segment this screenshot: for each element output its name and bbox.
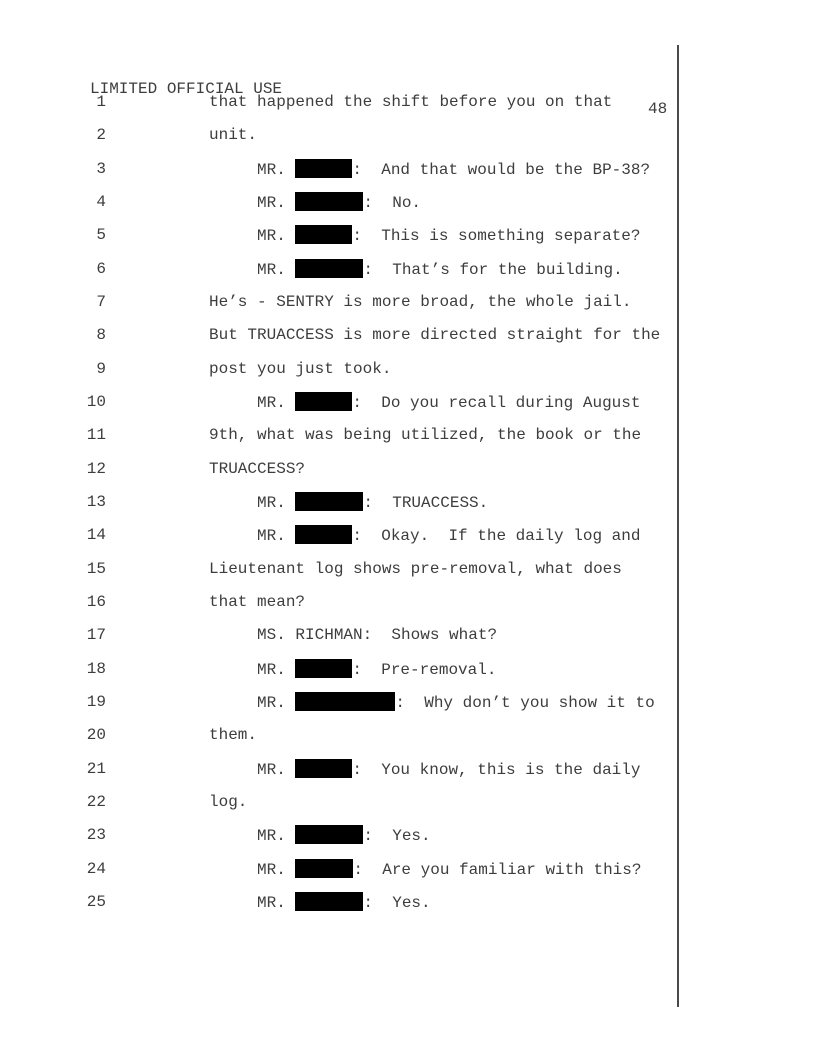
transcript-text: : You know, this is the daily xyxy=(352,760,641,779)
transcript-line xyxy=(0,125,816,145)
line-number: 22 xyxy=(86,793,106,811)
transcript-text: : Are you familiar with this? xyxy=(353,860,642,879)
transcript-line xyxy=(0,425,816,445)
line-text xyxy=(209,559,622,579)
transcript-text: MR. xyxy=(209,394,296,412)
transcript-line xyxy=(0,325,816,345)
line-number: 6 xyxy=(96,259,106,278)
redaction-box xyxy=(295,259,363,278)
line-number: 9 xyxy=(96,359,106,378)
line-number: 25 xyxy=(86,893,106,911)
transcript-text: : No. xyxy=(363,194,422,212)
line-text xyxy=(209,459,305,479)
line-number: 1 xyxy=(96,93,106,111)
right-margin-rule xyxy=(677,45,679,1007)
transcript-line xyxy=(0,459,816,479)
line-number: 23 xyxy=(86,826,106,845)
redaction-box xyxy=(295,692,395,711)
transcript-text: : Yes. xyxy=(363,894,431,912)
transcript-text: MR. xyxy=(209,260,296,279)
line-text xyxy=(209,859,641,880)
line-number: 11 xyxy=(86,426,106,445)
line-number: 17 xyxy=(86,626,106,645)
line-text xyxy=(209,725,257,745)
transcript-line xyxy=(0,792,816,812)
line-number: 8 xyxy=(96,326,106,345)
line-number: 2 xyxy=(96,126,106,145)
transcript-line xyxy=(0,559,816,579)
redaction-box xyxy=(295,759,352,778)
transcript-line xyxy=(0,692,816,712)
line-number: 13 xyxy=(86,493,106,511)
line-text xyxy=(209,259,623,280)
line-text xyxy=(209,92,612,112)
transcript-text: MR. xyxy=(209,494,296,512)
page-number: 48 xyxy=(648,100,668,118)
transcript-line xyxy=(0,292,816,312)
line-number: 4 xyxy=(96,193,106,211)
line-number: 12 xyxy=(86,459,106,478)
transcript-text: MR. xyxy=(209,194,296,212)
transcript-text: TRUACCESS? xyxy=(209,459,306,478)
line-text xyxy=(209,325,660,345)
redaction-box xyxy=(295,659,352,678)
redaction-box xyxy=(295,892,363,911)
transcript-text: : This is something separate? xyxy=(352,227,641,246)
transcript-text: 9th, what was being utilized, the book or the xyxy=(209,426,642,445)
line-number: 14 xyxy=(86,526,106,545)
line-number: 20 xyxy=(86,726,106,745)
transcript-text: MR. xyxy=(209,827,296,846)
redaction-box xyxy=(295,392,352,411)
transcript-text: : Yes. xyxy=(363,827,431,846)
transcript-text: that happened the shift before you on that xyxy=(209,93,613,111)
transcript-line xyxy=(0,392,816,412)
line-number: 10 xyxy=(86,393,106,411)
transcript-text: : TRUACCESS. xyxy=(363,494,489,512)
transcript-line xyxy=(0,259,816,279)
line-text xyxy=(209,525,640,546)
line-text xyxy=(209,225,640,246)
transcript-text: that mean? xyxy=(209,593,306,611)
transcript-text: log. xyxy=(209,793,248,811)
line-text xyxy=(209,425,641,445)
line-text xyxy=(209,159,650,180)
transcript-line xyxy=(0,492,816,512)
line-number: 24 xyxy=(86,859,106,878)
line-text xyxy=(209,125,257,145)
transcript-line xyxy=(0,892,816,912)
transcript-text: MR. xyxy=(209,660,296,679)
line-number: 15 xyxy=(86,559,106,578)
line-number: 18 xyxy=(86,659,106,678)
transcript-line xyxy=(0,759,816,779)
line-text xyxy=(209,192,421,213)
transcript-text: post you just took. xyxy=(209,359,392,378)
line-text xyxy=(209,592,305,612)
transcript-text: them. xyxy=(209,726,258,745)
redaction-box xyxy=(295,525,352,544)
transcript-text: Lieutenant log shows pre-removal, what does xyxy=(209,559,622,578)
transcript-text: MR. xyxy=(209,160,296,179)
transcript-text: unit. xyxy=(209,126,258,145)
transcript-text: MR. xyxy=(209,860,296,879)
transcript-line xyxy=(0,159,816,179)
line-text xyxy=(209,759,640,780)
line-text xyxy=(209,392,640,413)
line-text xyxy=(209,825,431,846)
redaction-box xyxy=(295,159,352,178)
redaction-box xyxy=(295,492,363,511)
transcript-text: : Okay. If the daily log and xyxy=(352,527,641,546)
transcript-line xyxy=(0,859,816,879)
line-text xyxy=(209,659,496,680)
transcript-text: : Why don’t you show it to xyxy=(395,694,655,712)
line-number: 19 xyxy=(86,693,106,711)
transcript-text: : Pre-removal. xyxy=(352,660,497,679)
transcript-line xyxy=(0,725,816,745)
line-text xyxy=(209,359,391,379)
transcript-line xyxy=(0,625,816,645)
line-text xyxy=(209,892,431,913)
transcript-text: MR. xyxy=(209,894,296,912)
line-number: 16 xyxy=(86,593,106,611)
transcript-line xyxy=(0,192,816,212)
transcript-text: : Do you recall during August xyxy=(352,394,641,412)
transcript-line xyxy=(0,825,816,845)
transcript-line xyxy=(0,525,816,545)
transcript-text: : That’s for the building. xyxy=(363,260,623,279)
line-text xyxy=(209,292,631,312)
transcript-text: He’s - SENTRY is more broad, the whole jail. xyxy=(209,293,632,311)
redaction-box xyxy=(295,825,363,844)
redaction-box xyxy=(295,192,363,211)
transcript-text: : And that would be the BP-38? xyxy=(352,160,651,179)
line-number: 21 xyxy=(86,759,106,778)
transcript-line xyxy=(0,225,816,245)
line-text xyxy=(209,692,655,713)
line-number: 5 xyxy=(96,226,106,245)
redaction-box xyxy=(295,859,353,878)
transcript-text: MS. RICHMAN: Shows what? xyxy=(209,626,498,645)
line-text xyxy=(209,792,247,812)
transcript-text: MR. xyxy=(209,527,296,546)
line-number: 7 xyxy=(96,293,106,311)
line-text xyxy=(209,625,497,645)
line-number: 3 xyxy=(96,159,106,178)
redaction-box xyxy=(295,225,352,244)
transcript-line xyxy=(0,359,816,379)
transcript-text: MR. xyxy=(209,760,296,779)
line-text xyxy=(209,492,488,513)
transcript-line xyxy=(0,659,816,679)
transcript-text: MR. xyxy=(209,227,296,246)
transcript-text: MR. xyxy=(209,694,296,712)
transcript-line xyxy=(0,592,816,612)
transcript-text: But TRUACCESS is more directed straight for the xyxy=(209,326,661,345)
transcript-line xyxy=(0,92,816,112)
header-classification: LIMITED OFFICIAL USE xyxy=(90,80,283,98)
